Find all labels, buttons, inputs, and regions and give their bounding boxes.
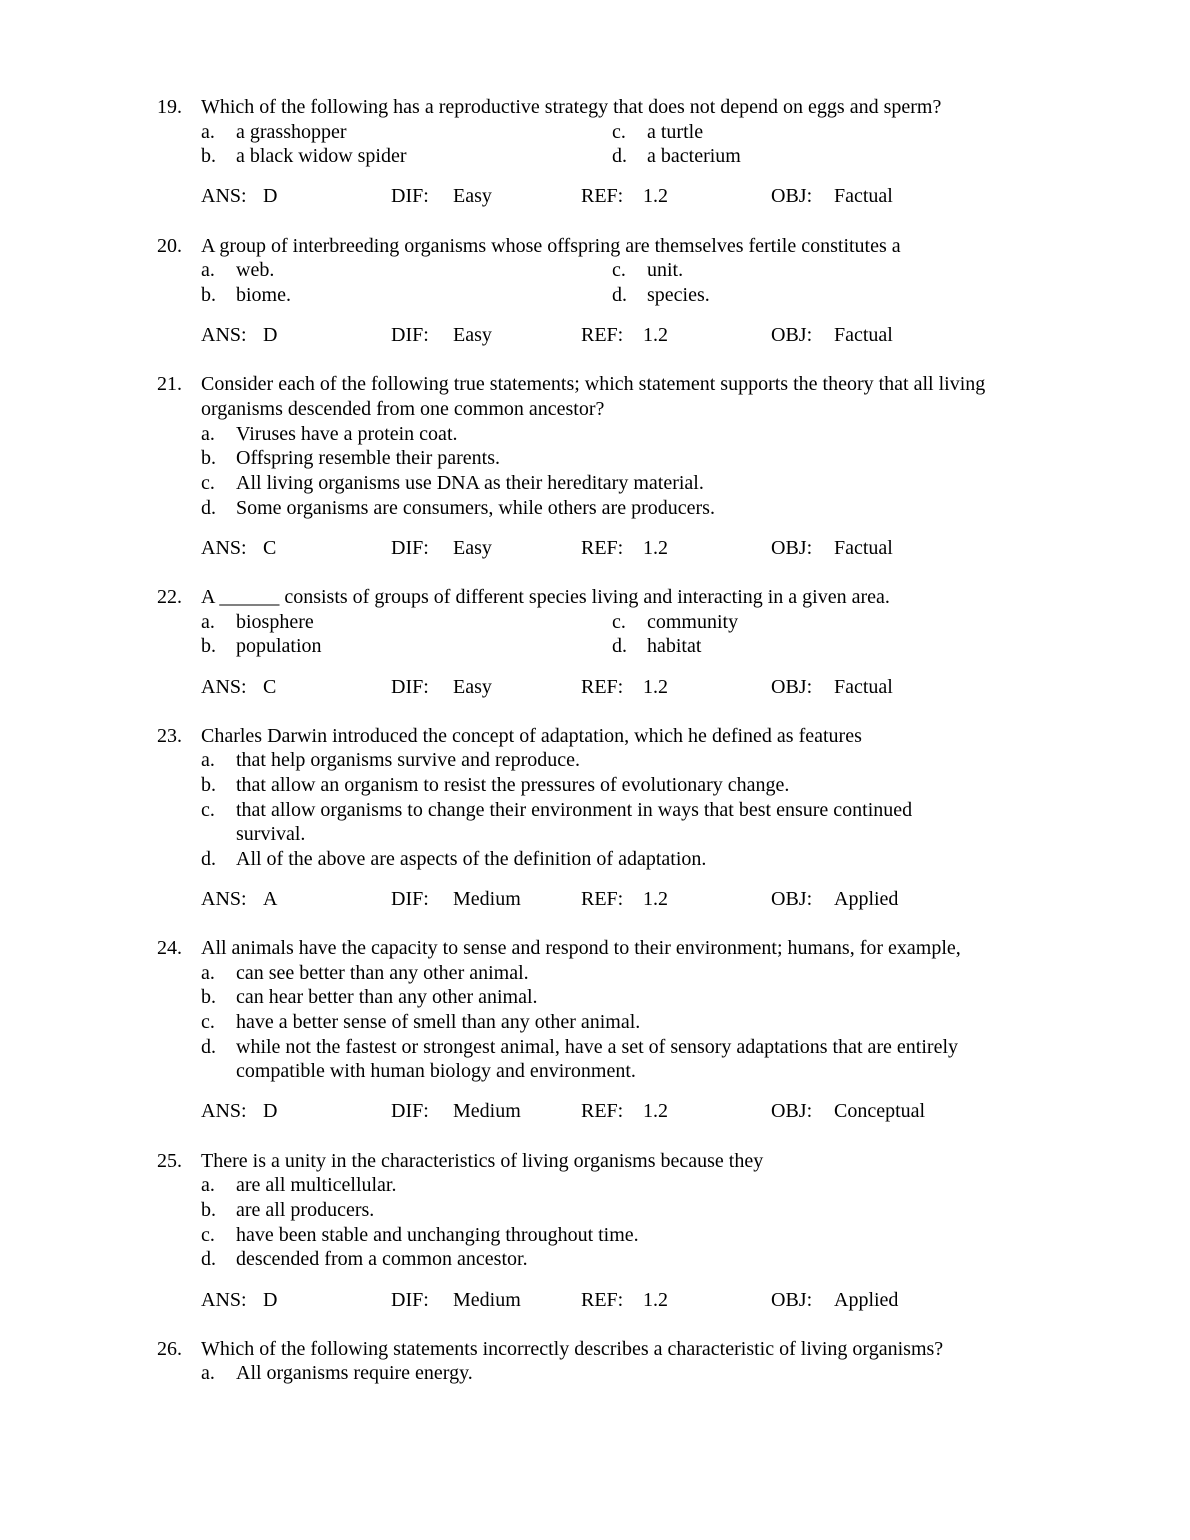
ans-value: C bbox=[263, 537, 277, 559]
question-stem: Charles Darwin introduced the concept of adaptation, which he defined as features bbox=[201, 725, 862, 747]
answer-key-row bbox=[0, 887, 1190, 911]
obj-value: Applied bbox=[834, 1289, 899, 1311]
question-stem-continued: organisms descended from one common ancestor? bbox=[201, 398, 605, 420]
dif-label: DIF: bbox=[391, 1289, 429, 1311]
question-stem: A group of interbreeding organisms whose offspring are themselves fertile constitutes a bbox=[201, 235, 901, 257]
obj-value: Factual bbox=[834, 324, 893, 346]
ref-label: REF: bbox=[581, 324, 624, 346]
dif-value: Easy bbox=[453, 185, 492, 207]
ref-value: 1.2 bbox=[643, 324, 668, 346]
question-stem: Which of the following has a reproductive strategy that does not depend on eggs and sperm? bbox=[201, 96, 942, 118]
dif-value: Easy bbox=[453, 676, 492, 698]
ref-label: REF: bbox=[581, 888, 624, 910]
ref-value: 1.2 bbox=[643, 537, 668, 559]
dif-value: Medium bbox=[453, 1289, 521, 1311]
answer-key-row bbox=[0, 1288, 1190, 1312]
obj-value: Factual bbox=[834, 537, 893, 559]
obj-label: OBJ: bbox=[771, 537, 813, 559]
ans-label: ANS: bbox=[201, 1100, 247, 1122]
answer-key-row bbox=[0, 323, 1190, 347]
question-number: 20. bbox=[157, 235, 182, 257]
ref-label: REF: bbox=[581, 676, 624, 698]
question-stem: All animals have the capacity to sense and respond to their environment; humans, for example, bbox=[201, 937, 961, 959]
answer-key-row bbox=[0, 184, 1190, 208]
dif-value: Medium bbox=[453, 1100, 521, 1122]
ans-value: C bbox=[263, 676, 277, 698]
ans-label: ANS: bbox=[201, 537, 247, 559]
question-number: 19. bbox=[157, 96, 182, 118]
question-stem: A ______ consists of groups of different species living and interacting in a given area. bbox=[201, 586, 890, 608]
ref-label: REF: bbox=[581, 185, 624, 207]
dif-value: Easy bbox=[453, 324, 492, 346]
ref-value: 1.2 bbox=[643, 1100, 668, 1122]
ref-value: 1.2 bbox=[643, 888, 668, 910]
obj-label: OBJ: bbox=[771, 185, 813, 207]
obj-label: OBJ: bbox=[771, 1100, 813, 1122]
ans-value: D bbox=[263, 1289, 278, 1311]
question-stem: Which of the following statements incorrectly describes a characteristic of living organisms? bbox=[201, 1338, 944, 1360]
dif-label: DIF: bbox=[391, 1100, 429, 1122]
ref-value: 1.2 bbox=[643, 1289, 668, 1311]
obj-value: Applied bbox=[834, 888, 899, 910]
question-number: 23. bbox=[157, 725, 182, 747]
obj-label: OBJ: bbox=[771, 888, 813, 910]
dif-label: DIF: bbox=[391, 888, 429, 910]
ref-label: REF: bbox=[581, 1100, 624, 1122]
dif-value: Medium bbox=[453, 888, 521, 910]
answer-key-row bbox=[0, 536, 1190, 560]
ans-label: ANS: bbox=[201, 324, 247, 346]
ans-label: ANS: bbox=[201, 1289, 247, 1311]
question-stem: There is a unity in the characteristics of living organisms because they bbox=[201, 1150, 764, 1172]
question-number: 25. bbox=[157, 1150, 182, 1172]
question-number: 24. bbox=[157, 937, 182, 959]
obj-label: OBJ: bbox=[771, 324, 813, 346]
obj-label: OBJ: bbox=[771, 676, 813, 698]
question-number: 26. bbox=[157, 1338, 182, 1360]
ans-value: D bbox=[263, 185, 278, 207]
dif-value: Easy bbox=[453, 537, 492, 559]
ref-label: REF: bbox=[581, 1289, 624, 1311]
obj-label: OBJ: bbox=[771, 1289, 813, 1311]
answer-key-row bbox=[0, 1099, 1190, 1123]
ref-value: 1.2 bbox=[643, 185, 668, 207]
ans-value: D bbox=[263, 1100, 278, 1122]
dif-label: DIF: bbox=[391, 676, 429, 698]
ref-value: 1.2 bbox=[643, 676, 668, 698]
obj-value: Factual bbox=[834, 185, 893, 207]
obj-value: Conceptual bbox=[834, 1100, 926, 1122]
ref-label: REF: bbox=[581, 537, 624, 559]
dif-label: DIF: bbox=[391, 185, 429, 207]
exam-page: 19. Which of the following has a reproductive strategy that does not depend on eggs and sperm? a. a grasshopper b. a black widow spider c. a turtle d. a bacterium ANS: D DIF: Easy REF: 1.2 OBJ: Factual 20. A group of interbreeding organisms whose offspring are themselves fertile constitutes a a. web. b. biome. c. unit. d. species. ANS: D DIF: Easy REF: 1.2 OBJ: Factual 21. Consider each of the following true statements; which statement supports the theory that all living organisms descended from one common ancestor? a. Viruses have a protein coat. b. Offspring resemble their parents. c. All living organisms use DNA as their hereditary material. d. Some organisms are consumers, while others are producers. ANS: C DIF: Easy REF: 1.2 OBJ: Factual 22. A ______ consists of groups of different species living and interacting in a given area. a. biosphere b. population c. community d. habitat ANS: C DIF: Easy REF: 1.2 OBJ: Factual 23. Charles Darwin introduced the concept of adaptation, which he defined as features a. that help organisms survive and reproduce. b. that allow an organism to resist the pressures of evolutionary change. c. that allow organisms to change their environment in ways that best ensure continued survival. d. All of the above are aspects of the definition of adaptation. ANS: A DIF: Medium REF: 1.2 OBJ: Applied 24. All animals have the capacity to sense and respond to their environment; humans, for example, a. can see better than any other animal. b. can hear better than any other animal. c. have a better sense of smell than any other animal. d. while not the fastest or strongest animal, have a set of sensory adaptations that are entirely compatible with human biology and environment. ANS: D DIF: Medium REF: 1.2 OBJ: Conceptual 25. There is a unity in the characteristics of living organisms because they a. are all multicellular. b. are all producers. c. have been stable and unchanging throughout time. d. descended from a common ancestor. ANS: D DIF: Medium REF: 1.2 OBJ: Applied 26. Which of the following statements incorrectly describes a characteristic of living organisms? a. All organisms require energy. bbox=[0, 0, 1190, 1540]
question-stem: Consider each of the following true statements; which statement supports the theory that all living bbox=[201, 373, 986, 395]
question-number: 22. bbox=[157, 586, 182, 608]
dif-label: DIF: bbox=[391, 537, 429, 559]
question-number: 21. bbox=[157, 373, 182, 395]
ans-value: D bbox=[263, 324, 278, 346]
ans-label: ANS: bbox=[201, 888, 247, 910]
ans-label: ANS: bbox=[201, 185, 247, 207]
obj-value: Factual bbox=[834, 676, 893, 698]
ans-label: ANS: bbox=[201, 676, 247, 698]
dif-label: DIF: bbox=[391, 324, 429, 346]
answer-key-row bbox=[0, 675, 1190, 699]
ans-value: A bbox=[263, 888, 278, 910]
